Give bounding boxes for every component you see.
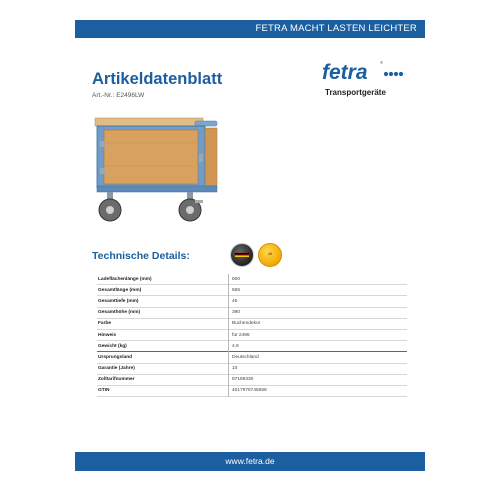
table-row bbox=[97, 296, 407, 307]
footer-bar bbox=[75, 452, 425, 471]
spec-key: Gesamttiefe (mm) bbox=[98, 298, 139, 304]
spec-key: Garantie (Jahre) bbox=[98, 366, 135, 372]
spec-key: Gesamthöhe (mm) bbox=[98, 310, 141, 316]
spec-value: 600 bbox=[229, 274, 408, 285]
spec-value: 45 bbox=[229, 296, 408, 307]
footer-url: www.fetra.de bbox=[225, 456, 275, 466]
article-number: Art.-Nr.: E2496LW bbox=[92, 92, 145, 99]
technical-details-table bbox=[97, 274, 407, 397]
table-row bbox=[97, 274, 407, 285]
table-row bbox=[97, 374, 407, 385]
spec-key: Gesamtlänge (mm) bbox=[98, 287, 142, 293]
spec-value: für 2496 bbox=[229, 329, 408, 340]
table-row bbox=[97, 363, 407, 374]
spec-value: 10 bbox=[229, 363, 408, 374]
table-row bbox=[97, 318, 407, 329]
page-title: Artikeldatenblatt bbox=[92, 70, 223, 88]
datasheet-page bbox=[75, 0, 425, 500]
logo-wordmark: fetra bbox=[322, 61, 368, 84]
spec-key: Zolltarifnummer bbox=[98, 377, 135, 383]
table-row bbox=[97, 341, 407, 352]
header-bar bbox=[75, 20, 425, 38]
spec-key: Hinweis bbox=[98, 332, 117, 338]
spec-key: Ladeflächenlänge (mm) bbox=[98, 276, 152, 282]
table-row bbox=[97, 329, 407, 340]
logo-subtitle: Transportgeräte bbox=[325, 88, 386, 97]
table-row bbox=[97, 307, 407, 318]
section-title-technical-details: Technische Details: bbox=[92, 250, 190, 262]
product-image bbox=[89, 108, 229, 228]
table-row bbox=[97, 352, 407, 363]
spec-value: 665 bbox=[229, 285, 408, 296]
badges bbox=[230, 243, 285, 268]
made-in-germany-badge bbox=[230, 243, 254, 267]
spec-value: 4017976745558 bbox=[229, 385, 408, 396]
spec-key: Ursprungsland bbox=[98, 354, 133, 360]
table-row bbox=[97, 285, 407, 296]
spec-value: Buchendekor bbox=[229, 318, 408, 329]
spec-value: 87169330 bbox=[229, 374, 408, 385]
spec-value: 390 bbox=[229, 307, 408, 318]
svg-text:®: ® bbox=[380, 60, 383, 65]
header-slogan: FETRA MACHT LASTEN LEICHTER bbox=[255, 23, 417, 34]
fetra-logo bbox=[320, 55, 410, 100]
table-row bbox=[97, 385, 407, 396]
warranty-10-years-badge: 10 bbox=[258, 243, 282, 267]
spec-key: GTIN bbox=[98, 388, 110, 394]
spec-key: Farbe bbox=[98, 321, 112, 327]
spec-value: Deutschland bbox=[229, 352, 408, 363]
spec-key: Gewicht (kg) bbox=[98, 343, 127, 349]
german-flag-icon bbox=[235, 253, 249, 257]
spec-value: 4,9 bbox=[229, 341, 408, 352]
